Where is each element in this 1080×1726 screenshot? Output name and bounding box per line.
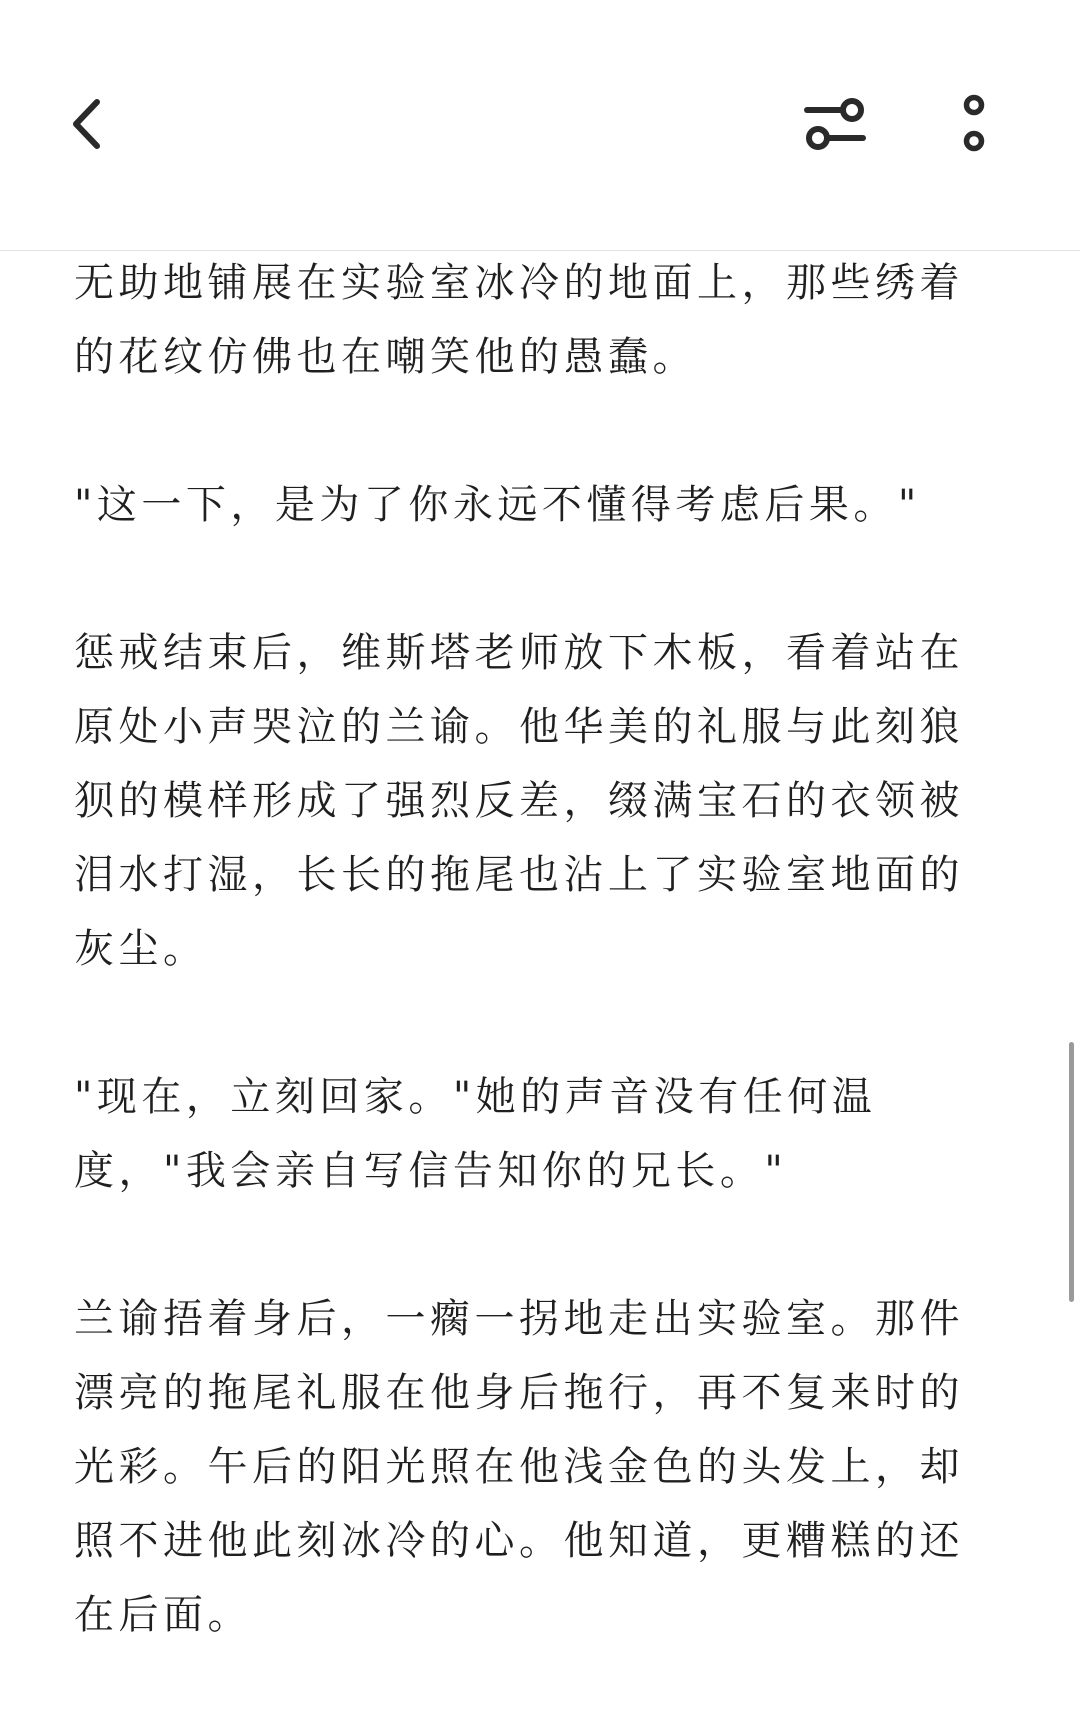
sliders-icon <box>803 94 867 154</box>
scrollbar-thumb[interactable] <box>1069 1042 1074 1302</box>
reader-settings-button[interactable] <box>787 76 883 172</box>
paragraph: 惩戒结束后，维斯塔老师放下木板，看着站在原处小声哭泣的兰谕。他华美的礼服与此刻狼狈的模样形成了强烈反差，缀满宝石的衣领被泪水打湿，长长的拖尾也沾上了实验室地面的灰尘。 <box>74 630 964 972</box>
back-button[interactable] <box>40 76 136 172</box>
more-options-button[interactable] <box>926 76 1022 172</box>
chevron-left-icon <box>68 98 108 150</box>
paragraph: "这一下，是为了你永远不懂得考虑后果。" <box>74 482 921 528</box>
more-vertical-icon <box>960 94 988 154</box>
chapter-text <box>74 246 984 1726</box>
paragraph: "现在，立刻回家。"她的声音没有任何温度，"我会亲自写信告知你的兄长。" <box>74 1074 877 1194</box>
top-app-bar <box>0 0 1080 251</box>
paragraph: 兰谕捂着身后，一瘸一拐地走出实验室。那件漂亮的拖尾礼服在他身后拖行，再不复来时的光彩。午后的阳光照在他浅金色的头发上，却照不进他此刻冰冷的心。他知道，更糟糕的还在后面。 <box>74 1296 964 1638</box>
paragraph: 无助地铺展在实验室冰冷的地面上，那些绣着的花纹仿佛也在嘲笑他的愚蠢。 <box>74 260 964 380</box>
